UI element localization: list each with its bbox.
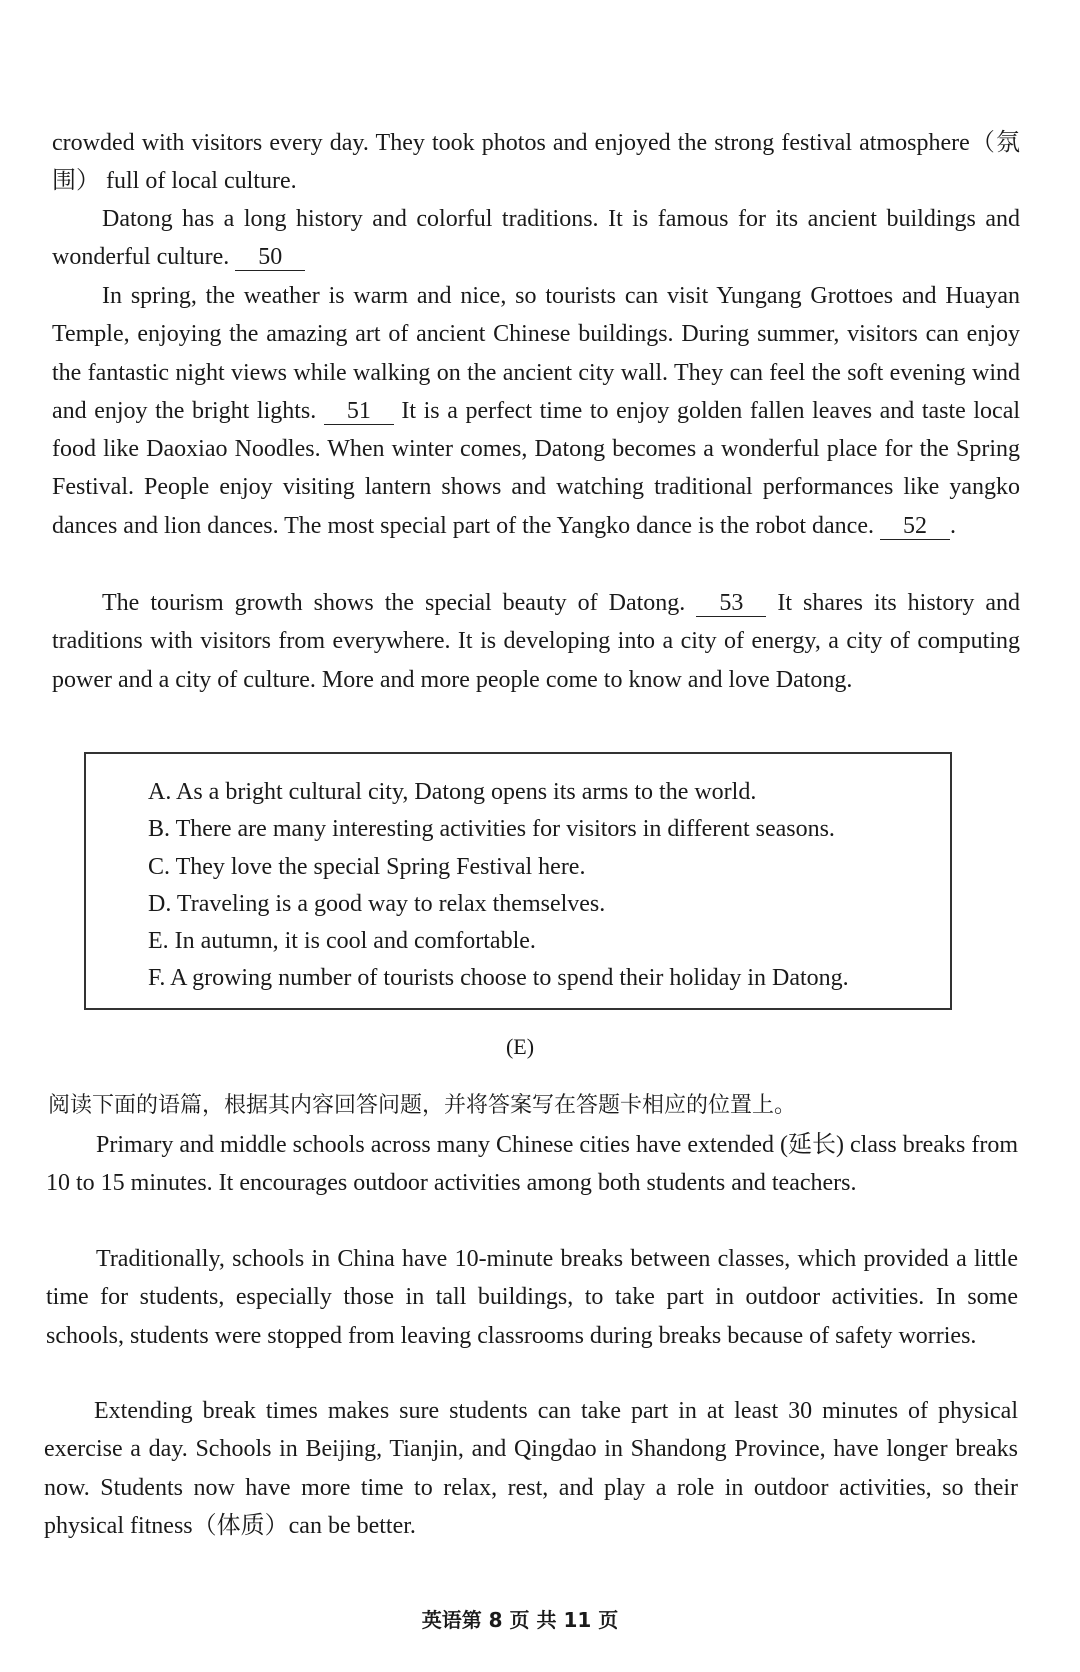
- passage-e-paragraph-1: Primary and middle schools across many Chinese cities have extended (延长) class breaks from 10 to 15 minutes. It encourages outdoor activities among both students and teachers.: [46, 1132, 1018, 1197]
- blank-52: 52: [880, 513, 950, 540]
- options-box: [84, 752, 952, 1010]
- passage-d-paragraph-0: crowded with visitors every day. They took photos and enjoyed the strong festival atmosphere（氛围） full of local culture.: [52, 130, 1020, 195]
- option-e: E. In autumn, it is cool and comfortable.: [148, 928, 536, 955]
- paragraph-text: In spring, the weather is warm and nice, so tourists can visit Yungang Grottoes and Huayan Temple, enjoying the amazing art of ancient Chinese buildings. During summer, visitors can enjoy the fantastic night views while walking on the ancient city wall. They can feel the soft evening wind and enjoy the bright lights.: [52, 283, 1020, 424]
- passage-e-paragraph-3: Extending break times makes sure students can take part in at least 30 minutes of physical exercise a day. Schools in Beijing, Tianjin, and Qingdao in Shandong Province, have longer breaks now. Students now have more time to relax, rest, and play a role in outdoor activities, so their physical fitness（体质）can be better.: [44, 1398, 1018, 1539]
- passage-d-paragraph-3: [52, 584, 1020, 699]
- page-footer: 英语第 8 页 共 11 页: [421, 1608, 619, 1632]
- section-e-instruction: 阅读下面的语篇，根据其内容回答问题，并将答案写在答题卡相应的位置上。: [48, 1093, 797, 1118]
- paragraph-text: It shares its history and traditions with visitors from everywhere. It is developing into a city of energy, a city of computing power and a city of culture. More and more people come to know and love Datong.: [52, 590, 1020, 693]
- paragraph-text: The tourism growth shows the special beauty of Datong.: [102, 590, 686, 616]
- blank-53: 53: [696, 590, 766, 617]
- option-d: D. Traveling is a good way to relax themselves.: [148, 890, 606, 917]
- blank-50: 50: [235, 244, 305, 271]
- passage-d-paragraph-1: [52, 200, 1020, 277]
- option-c: C. They love the special Spring Festival here.: [148, 853, 586, 880]
- option-f: F. A growing number of tourists choose to spend their holiday in Datong.: [148, 965, 849, 992]
- passage-d-paragraph-2: In spring, the weather is warm and nice, so tourists can visit Yungang Grottoes and Huayan Temple, enjoying the amazing art of ancient Chinese buildings. During summer, visitors can enjoy the fantastic night views while walking on the ancient city wall. They can feel the soft evening wind and enjoy the bright lights. 51 It is a perfect time to enjoy golden fallen leaves and taste local food like Daoxiao Noodles. When winter comes, Datong becomes a wonderful place for the Spring Festival. People enjoy visiting lantern shows and watching traditional performances like yangko dances and lion dances. The most special part of the Yangko dance is the robot dance. 52 .: [52, 283, 1021, 539]
- section-e-label: (E): [505, 1034, 535, 1059]
- blank-51: 51: [324, 398, 394, 425]
- option-a: A. As a bright cultural city, Datong opens its arms to the world.: [148, 779, 757, 805]
- option-b: B. There are many interesting activities for visitors in different seasons.: [148, 816, 835, 843]
- passage-e-paragraph-2: Traditionally, schools in China have 10-minute breaks between classes, which provided a little time for students, especially those in tall buildings, to take part in outdoor activities. In some schools, students were stopped from leaving classrooms during breaks because of safety worries.: [46, 1246, 1018, 1349]
- paragraph-text: It is a perfect time to enjoy golden fallen leaves and taste local food like Daoxiao Noodles. When winter comes, Datong becomes a wonderful place for the Spring Festival. People enjoy visiting lantern shows and watching traditional performances like yangko dances and lion dances. The most special part of the Yangko dance is the robot dance.: [52, 397, 1021, 539]
- paragraph-text: Datong has a long history and colorful traditions. It is famous for its ancient buildings and wonderful culture.: [52, 206, 1020, 271]
